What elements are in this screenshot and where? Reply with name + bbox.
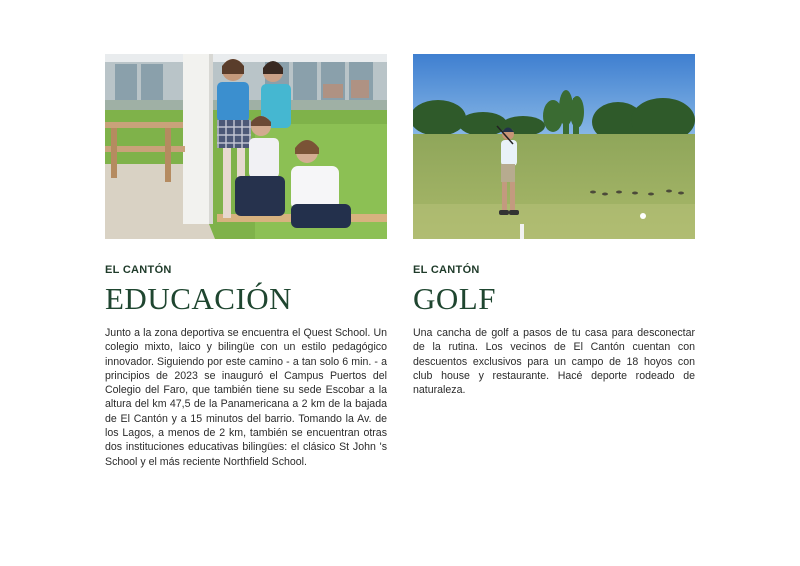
education-eyebrow: EL CANTÓN (105, 264, 172, 276)
golf-eyebrow: EL CANTÓN (413, 264, 480, 276)
golf-section (413, 54, 695, 397)
education-title: EDUCACIÓN (105, 281, 293, 316)
education-body: Junto a la zona deportiva se encuentra el Quest School. Un colegio mixto, laico y bilingüe con un estilo pedagógico innovador. Siguiendo por este camino - a tan solo 6 min. - a principios de 2023 se inauguró el Campus Puertos del Colegio del Faro, que también tiene su sede Escobar a la altura del km 47,5 de la Panamericana a 2 km de la bajada de El Cantón y a 15 minutos del barrio. Tomando la Av. de los Lagos, a menos de 2 km, también se encuentran otras dos instituciones educativas bilingües: el clásico St John 's School y el más reciente Northfield School. (105, 327, 387, 468)
golfer-photo (413, 54, 695, 239)
education-section (105, 54, 387, 469)
golf-title: GOLF (413, 281, 496, 316)
students-photo (105, 54, 387, 239)
golf-body: Una cancha de golf a pasos de tu casa para desconectar de la rutina. Los vecinos de El Cantón cuentan con descuentos exclusivos para un campo de 18 hoyos con club house y restaurante. Hacé deporte rodeado de naturaleza. (413, 327, 695, 397)
